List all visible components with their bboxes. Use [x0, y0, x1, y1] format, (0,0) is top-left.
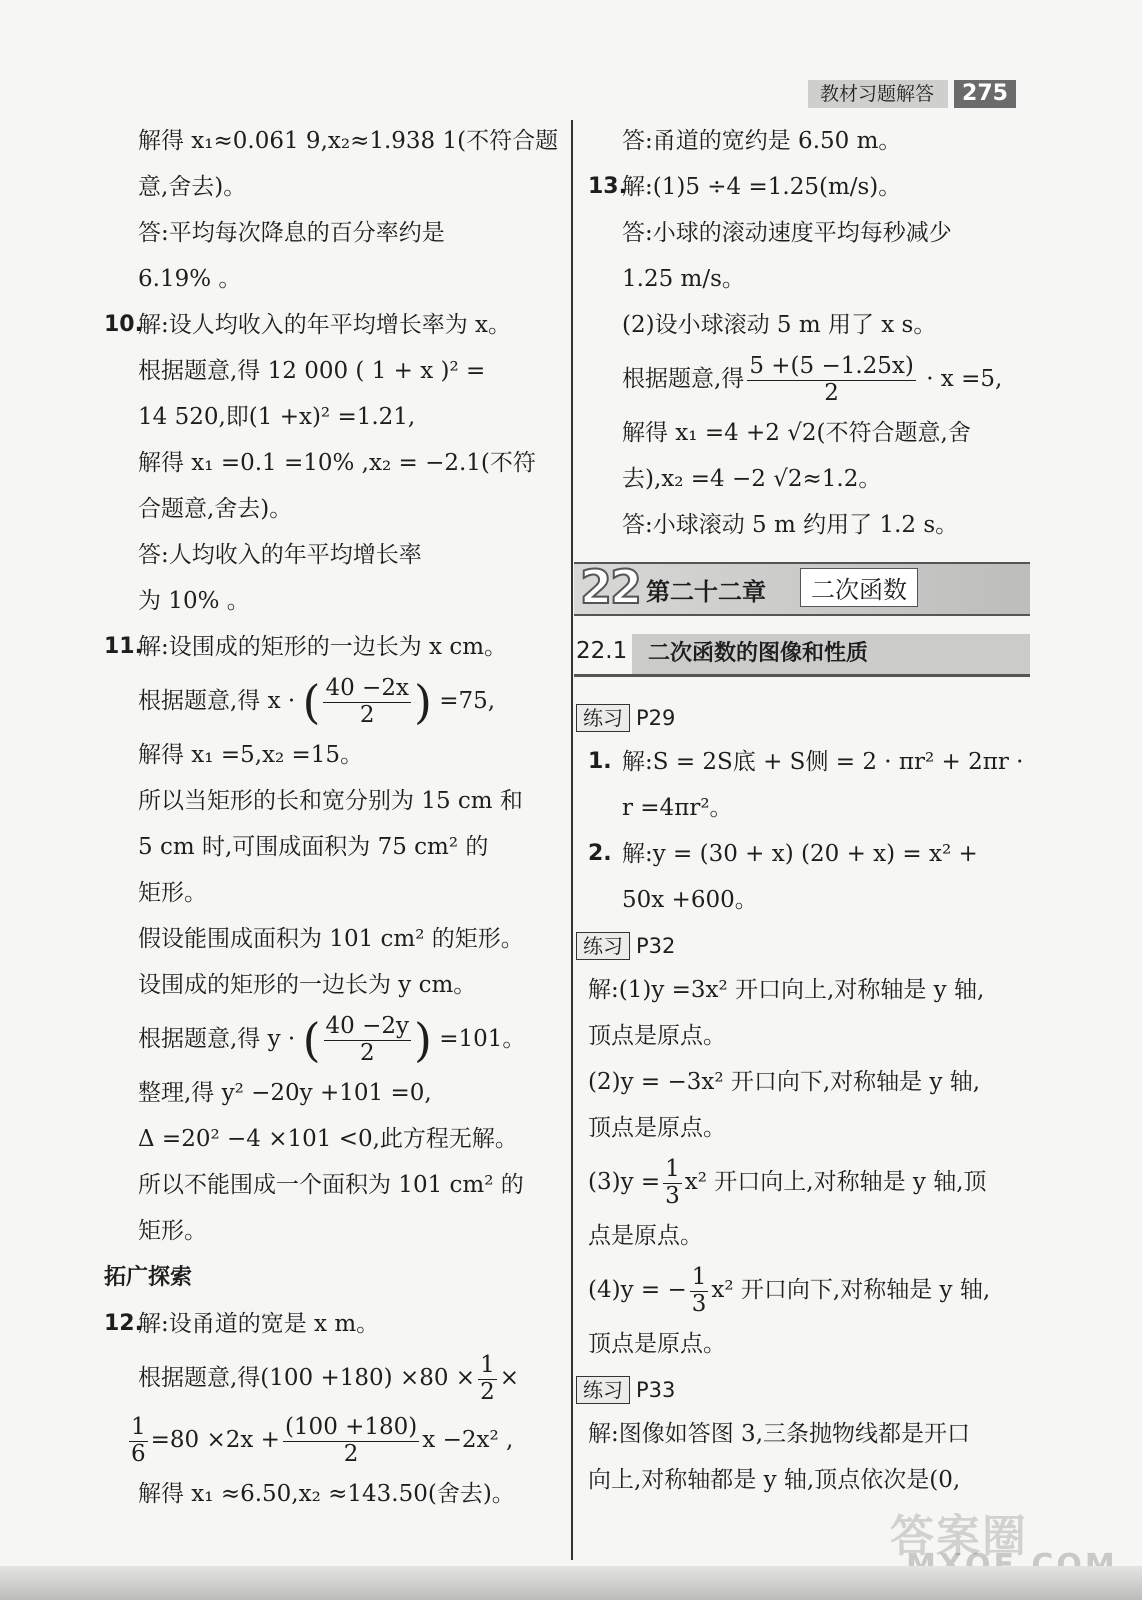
- chapter-banner: [574, 562, 1030, 616]
- text-line: 顶点是原点。: [588, 1331, 726, 1357]
- text-line: 解得 x₁≈0.061 9,x₂≈1.938 1(不符合题: [138, 128, 559, 154]
- problem-number: 10.: [104, 312, 143, 337]
- text-line: 向上,对称轴都是 y 轴,顶点依次是(0,: [588, 1467, 961, 1493]
- problem-10: 10. 解:设人均收入的年平均增长率为 x。: [104, 302, 554, 348]
- text-line: 点是原点。: [588, 1223, 703, 1249]
- equation-line: $\frac{1}{6}$ =80 ×2x + $\frac{(100 +180)}{2}$ x −2x² ,: [131, 1414, 514, 1467]
- equation-line: (4)y = − $\frac{1}{3}$ x² 开口向下,对称轴是 y 轴,: [588, 1264, 991, 1317]
- text-line: 解得 x₁ =5,x₂ =15。: [138, 742, 364, 768]
- fraction: $\frac{1}{2}$: [480, 1352, 495, 1405]
- text-line: 根据题意,得 12 000 ( 1 + x )² =: [138, 358, 486, 384]
- page-bottom-edge: [0, 1566, 1142, 1600]
- text-line: 去),x₂ =4 −2 √2≈1.2。: [622, 466, 882, 492]
- exercise-label: 练习: [576, 704, 630, 732]
- problem-number: 12.: [104, 1311, 143, 1336]
- section-banner: [574, 632, 1030, 677]
- chapter-number: 22: [580, 560, 641, 614]
- chapter-title: 二次函数: [800, 568, 918, 607]
- text-line: 为 10% 。: [138, 588, 250, 614]
- text-line: 答:小球的滚动速度平均每秒减少: [622, 220, 952, 246]
- exercise-heading-p32: [576, 923, 1038, 967]
- text-line: 所以当矩形的长和宽分别为 15 cm 和: [138, 788, 523, 814]
- text-line: 答:小球滚动 5 m 约用了 1.2 s。: [622, 512, 959, 538]
- text-line: 顶点是原点。: [588, 1023, 726, 1049]
- fraction: $\frac{5 +(5 -1.25x)}{2}$: [749, 353, 914, 406]
- problem-number: 11.: [104, 634, 143, 659]
- text-line: 5 cm 时,可围成面积为 75 cm² 的: [138, 834, 489, 860]
- equation-line: 根据题意,得(100 +180) ×80 × $\frac{1}{2}$ ×: [138, 1352, 519, 1405]
- text-line: 解得 x₁ =4 +2 √2(不符合题意,舍: [622, 420, 971, 446]
- exercise-label: 练习: [576, 932, 630, 960]
- chapter-label: 第二十二章: [646, 578, 766, 606]
- exercise-heading-p29: [576, 695, 1038, 739]
- problem-number: 13.: [588, 174, 627, 199]
- text-line: 解:图像如答图 3,三条抛物线都是开口: [588, 1421, 971, 1447]
- fraction: $\frac{1}{3}$: [691, 1264, 707, 1317]
- text-line: r =4πr²。: [622, 795, 733, 821]
- problem-11: 11. 解:设围成的矩形的一边长为 x cm。: [104, 624, 554, 670]
- exercise-label: 练习: [576, 1376, 630, 1404]
- text-line: (2)y = −3x² 开口向下,对称轴是 y 轴,: [588, 1069, 981, 1095]
- exercise-page: P29: [636, 705, 676, 730]
- problem-13: 13. 解:(1)5 ÷4 =1.25(m/s)。: [588, 164, 1038, 210]
- right-column: [576, 118, 1038, 1503]
- text-line: (2)设小球滚动 5 m 用了 x s。: [622, 312, 937, 338]
- text-line: 解:(1)y =3x² 开口向上,对称轴是 y 轴,: [588, 977, 985, 1003]
- text-line: 整理,得 y² −20y +101 =0,: [138, 1080, 432, 1106]
- problem-number: 1.: [588, 749, 612, 774]
- text-line: 矩形。: [138, 1218, 207, 1244]
- text-line: Δ =20² −4 ×101 <0,此方程无解。: [138, 1126, 518, 1152]
- column-divider: [571, 120, 573, 1560]
- header-title: 教材习题解答: [808, 80, 948, 108]
- text-line: 矩形。: [138, 880, 207, 906]
- section-number: 22.1: [576, 638, 628, 664]
- text-line: 顶点是原点。: [588, 1115, 726, 1141]
- fraction: $\frac{40 -2x}{2}$: [325, 675, 409, 728]
- page-header: [808, 80, 1016, 108]
- problem-number: 2.: [588, 841, 612, 866]
- text-line: 意,舍去)。: [138, 174, 247, 200]
- text-line: 答:甬道的宽约是 6.50 m。: [622, 128, 902, 154]
- fraction: $\frac{(100 +180)}{2}$: [284, 1414, 418, 1467]
- equation-line: (3)y = $\frac{1}{3}$ x² 开口向上,对称轴是 y 轴,顶: [588, 1156, 987, 1209]
- text-line: 假设能围成面积为 101 cm² 的矩形。: [138, 926, 524, 952]
- text-line: 合题意,舍去)。: [138, 496, 293, 522]
- text-line: 答:人均收入的年平均增长率: [138, 542, 422, 568]
- text-line: 解得 x₁ =0.1 =10% ,x₂ = −2.1(不符: [138, 450, 536, 476]
- text-line: 设围成的矩形的一边长为 y cm。: [138, 972, 477, 998]
- text-line: 50x +600。: [622, 887, 758, 913]
- text-line: 答:平均每次降息的百分率约是: [138, 220, 445, 246]
- left-column: [104, 118, 559, 1517]
- fraction: $\frac{40 -2y}{2}$: [325, 1013, 409, 1066]
- problem-2: 2. 解:y = (30 + x) (20 + x) = x² +: [588, 831, 1038, 877]
- text-line: 1.25 m/s。: [622, 266, 745, 292]
- fraction: $\frac{1}{6}$: [131, 1414, 146, 1467]
- fraction: $\frac{1}{3}$: [665, 1156, 680, 1209]
- exercise-page: P32: [636, 933, 676, 958]
- text-line: 6.19% 。: [138, 266, 242, 292]
- problem-1: 1. 解:S = 2S底 + S侧 = 2 · πr² + 2πr ·: [588, 739, 1038, 785]
- equation-line: 根据题意,得 x · ( $\frac{40 -2x}{2}$ ) =75,: [138, 675, 496, 729]
- page-number: 275: [954, 80, 1016, 108]
- problem-12: 12. 解:设甬道的宽是 x m。: [104, 1301, 554, 1347]
- text-line: 解得 x₁ ≈6.50,x₂ ≈143.50(舍去)。: [138, 1481, 515, 1507]
- text-line: 所以不能围成一个面积为 101 cm² 的: [138, 1172, 524, 1198]
- equation-line: 根据题意,得 $\frac{5 +(5 -1.25x)}{2}$ · x =5,: [622, 353, 1003, 406]
- equation-line: 根据题意,得 y · ( $\frac{40 -2y}{2}$ ) =101。: [138, 1013, 526, 1067]
- exercise-page: P33: [636, 1377, 676, 1402]
- exercise-heading-p33: [576, 1367, 1038, 1411]
- text-line: 14 520,即(1 +x)² =1.21,: [138, 404, 416, 430]
- section-heading-extension: 拓广探索: [104, 1265, 193, 1290]
- watermark-logo: 答案圈: [890, 1511, 1028, 1562]
- section-title: 二次函数的图像和性质: [632, 634, 1030, 674]
